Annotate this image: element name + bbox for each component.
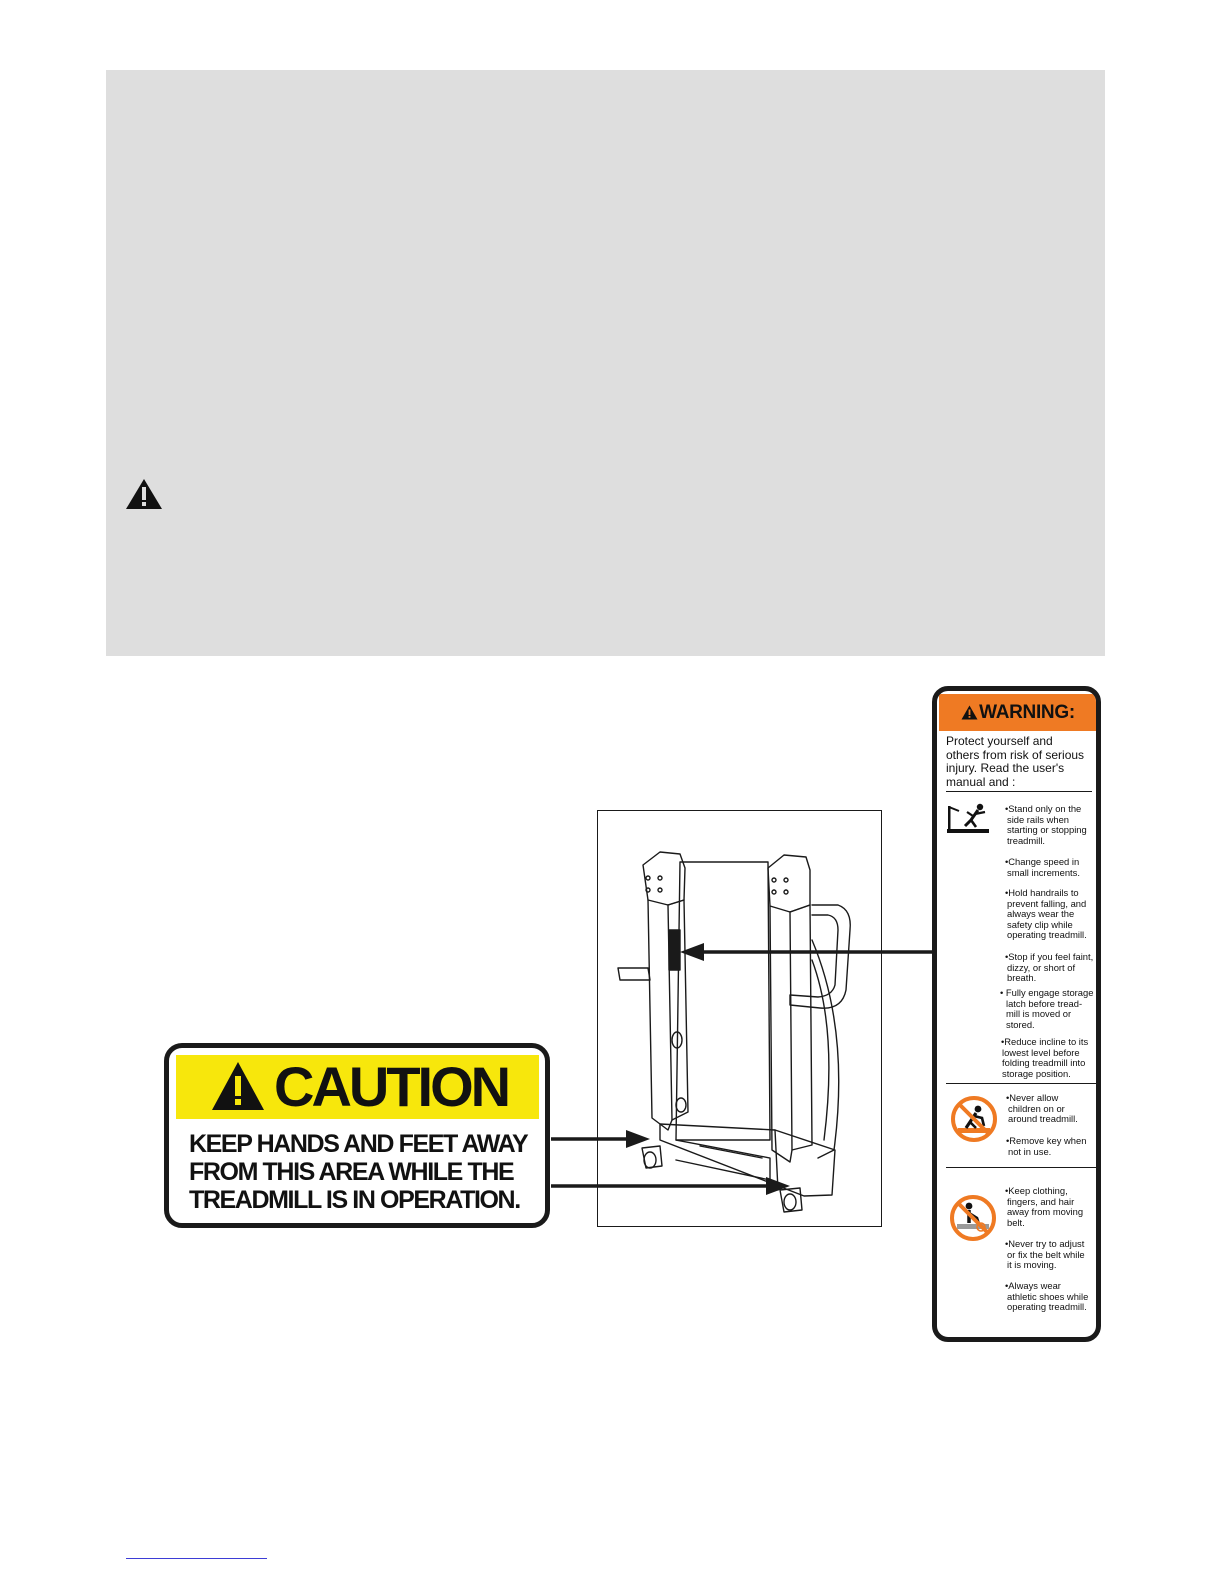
treadmill-illustration-frame (597, 810, 882, 1227)
warning-item-line: children on or (1008, 1102, 1065, 1114)
warning-header (939, 694, 1097, 731)
warning-intro (946, 735, 1096, 789)
divider (946, 791, 1092, 792)
warning-item-line: safety clip while (1007, 918, 1073, 930)
warning-intro-line: Protect yourself and (946, 734, 1053, 748)
warning-item-line: lowest level before (1002, 1046, 1080, 1058)
warning-item-line: •Keep clothing, (1005, 1185, 1068, 1196)
warning-item-line: fingers, and hair (1007, 1195, 1075, 1207)
warning-item (1005, 857, 1080, 878)
warning-item-line: •Remove key when (1006, 1135, 1087, 1146)
warning-item (1005, 952, 1093, 984)
caution-line: FROM THIS AREA WHILE THE (189, 1158, 514, 1186)
warning-item-line: •Hold handrails to (1005, 887, 1079, 898)
caution-header (176, 1055, 539, 1119)
warning-intro-line: injury. Read the user's (946, 761, 1065, 776)
divider (946, 1167, 1096, 1168)
warning-item-line: belt. (1007, 1216, 1025, 1228)
warning-item-line: athletic shoes while (1007, 1290, 1089, 1302)
divider (946, 1083, 1096, 1084)
warning-decal (932, 686, 1101, 1342)
warning-item-line: •Reduce incline to its (1001, 1036, 1089, 1047)
person-falling-off-treadmill-icon (945, 800, 991, 836)
no-hands-near-belt-icon (949, 1194, 997, 1242)
warning-item-line: side rails when (1007, 813, 1070, 825)
warning-item (1005, 1239, 1085, 1271)
warning-item (1000, 988, 1093, 1030)
warning-intro-line: manual and : (946, 774, 1016, 789)
warning-item-line: or fix the belt while (1007, 1248, 1085, 1260)
warning-item-line: •Always wear (1005, 1280, 1061, 1291)
no-children-icon (950, 1095, 998, 1143)
warning-item-line: mill is moved or (1006, 1008, 1072, 1019)
warning-item-line: operating treadmill. (1007, 929, 1087, 940)
warning-item-line: storage position. (1002, 1067, 1071, 1079)
warning-item (1006, 1093, 1078, 1125)
warning-item-line: operating treadmill. (1007, 1301, 1087, 1312)
caution-message (189, 1130, 539, 1214)
warning-item-line: folding treadmill into (1002, 1057, 1086, 1068)
warning-title: WARNING: (979, 701, 1075, 723)
warning-item (1001, 1037, 1088, 1079)
warning-item-line: • Fully engage storage (1000, 987, 1094, 998)
warning-triangle-icon (124, 477, 164, 511)
caution-line: KEEP HANDS AND FEET AWAY (189, 1130, 528, 1158)
warning-item-line: latch before tread- (1006, 997, 1083, 1009)
warning-item-line: •Stop if you feel faint, (1005, 951, 1094, 962)
warning-triangle-icon (961, 705, 978, 720)
warning-item (1005, 1281, 1088, 1313)
caution-title: CAUTION (274, 1055, 509, 1118)
caution-decal (164, 1043, 550, 1228)
warning-item-line: •Change speed in (1005, 856, 1080, 867)
warning-item (1005, 888, 1087, 941)
warning-item-line: not in use. (1008, 1145, 1052, 1157)
warning-item (1005, 1186, 1083, 1228)
warning-intro-line: others from risk of serious (946, 747, 1085, 762)
warning-item-line: •Never try to adjust (1005, 1238, 1085, 1249)
warning-item-line: •Stand only on the (1005, 803, 1082, 814)
warning-item-line: treadmill. (1007, 834, 1046, 846)
warning-item-line: small increments. (1007, 866, 1080, 878)
warning-item-line: it is moving. (1007, 1259, 1057, 1270)
notice-panel (106, 70, 1105, 656)
warning-item-line: breath. (1007, 972, 1037, 983)
warning-item (1006, 1136, 1086, 1157)
warning-item-line: around treadmill. (1008, 1113, 1078, 1124)
warning-item-line: away from moving (1007, 1206, 1084, 1217)
warning-item-line: always wear the (1007, 908, 1075, 919)
warning-item-line: starting or stopping (1007, 824, 1087, 835)
footer-link-underline[interactable] (126, 1558, 267, 1559)
caution-line: TREADMILL IS IN OPERATION. (189, 1186, 520, 1214)
warning-item-line: prevent falling, and (1007, 897, 1087, 909)
warning-item-line: stored. (1006, 1018, 1035, 1030)
warning-item (1005, 804, 1087, 846)
warning-triangle-icon (210, 1060, 266, 1112)
warning-item-line: •Never allow (1006, 1092, 1059, 1103)
warning-item-line: dizzy, or short of (1007, 961, 1076, 973)
